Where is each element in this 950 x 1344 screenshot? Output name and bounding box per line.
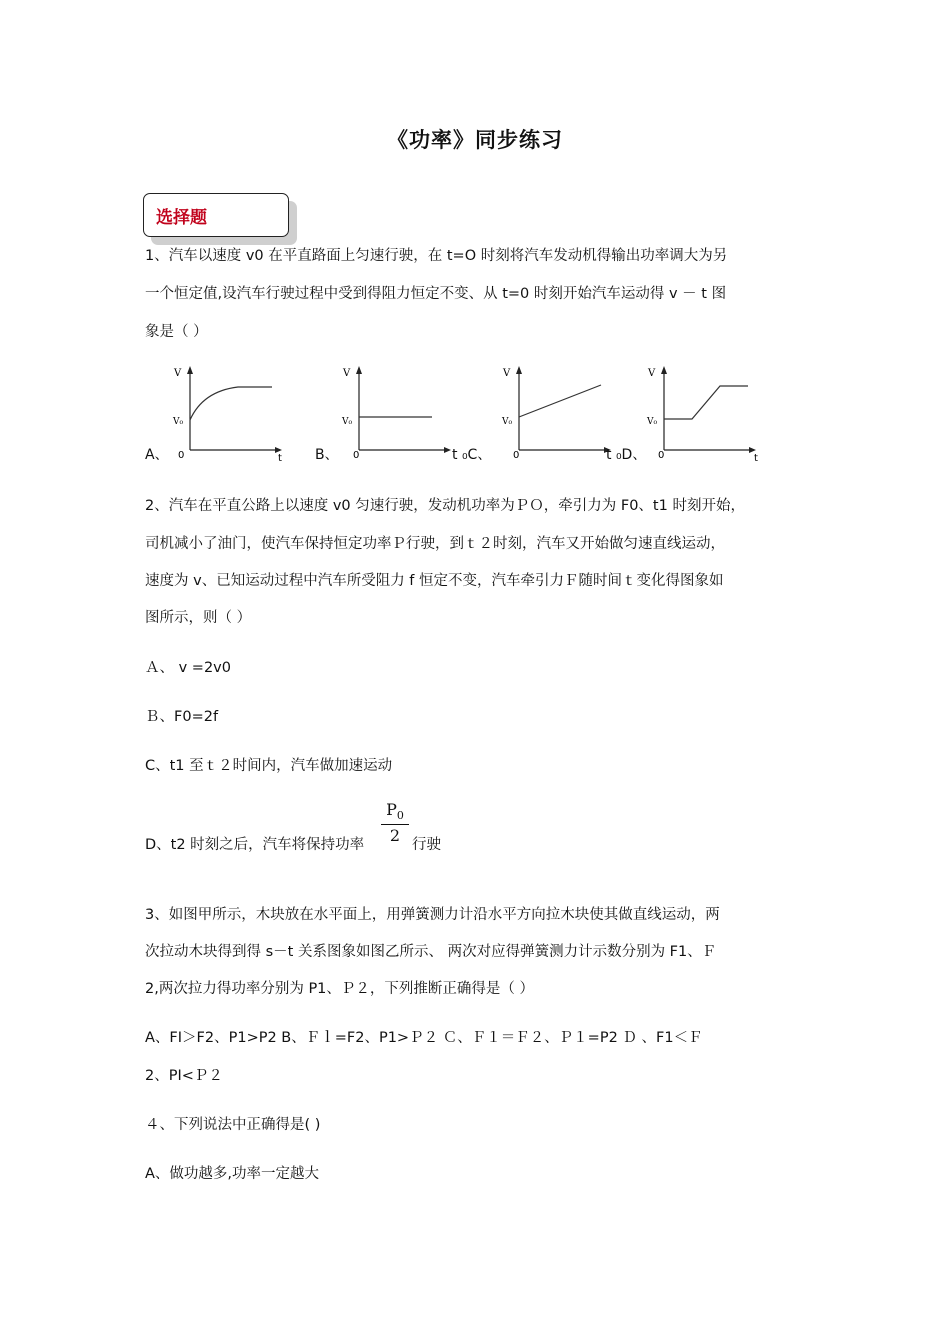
q4-option-a: A、做功越多,功率一定越大 [145, 1166, 320, 1182]
svg-text:V₀: V₀ [647, 417, 658, 427]
section-tab [143, 193, 289, 237]
svg-text:V: V [343, 368, 351, 379]
q1-line-2: 一个恒定值,设汽车行驶过程中受到得阻力恒定不变、从 t=0 时刻开始汽车运动得 v － t 图 [145, 286, 727, 302]
graph-b [337, 362, 462, 462]
q1-option-a-label: A、 [145, 447, 169, 463]
q2-option-d-prefix: D、t2 时刻之后，汽车将保持功率 [145, 837, 365, 853]
graph-c [497, 362, 622, 462]
svg-text:0: 0 [353, 450, 360, 461]
svg-text:V: V [503, 368, 511, 379]
q3-line-1: 3、如图甲所示，木块放在水平面上，用弹簧测力计沿水平方向拉木块使其做直线运动，两 [145, 907, 720, 923]
graph-a [168, 362, 293, 462]
section-label: 选择题 [156, 208, 207, 228]
page-title: 《功率》同步练习 [387, 127, 563, 152]
q1-line-1: 1、汽车以速度 v0 在平直路面上匀速行驶，在 t=O 时刻将汽车发动机得输出功率调大为另 [145, 248, 728, 264]
q1-line-3: 象是（ ） [145, 324, 208, 340]
svg-text:t: t [754, 453, 758, 462]
q2-line-2: 司机减小了油门，使汽车保持恒定功率Ｐ行驶，到ｔ２时刻，汽车又开始做匀速直线运动， [145, 536, 725, 552]
svg-text:V: V [648, 368, 656, 379]
svg-text:V₀: V₀ [502, 417, 513, 427]
q1-option-d-label: t ₀D、 [606, 447, 647, 463]
graph-d [642, 362, 767, 462]
fraction-numerator: P [386, 800, 397, 819]
q1-option-b-label: B、 [315, 447, 339, 463]
q2-line-3: 速度为 v、已知运动过程中汽车所受阻力 f 恒定不变，汽车牵引力Ｆ随时间ｔ变化得图象如 [145, 573, 724, 589]
q3-line-2: 次拉动木块得到得 s－t 关系图象如图乙所示、 两次对应得弹簧测力计示数分别为 F1、Ｆ [145, 944, 717, 960]
q2-option-d-suffix: 行驶 [412, 837, 441, 853]
svg-text:0: 0 [658, 450, 665, 461]
svg-text:t: t [278, 453, 282, 462]
q4-line-1: ４、下列说法中正确得是( ) [145, 1117, 321, 1133]
q1-option-c-label: t ₀C、 [452, 447, 492, 463]
q3-options-line-2: 2、PI<Ｐ２ [145, 1068, 223, 1084]
q3-line-3: 2,两次拉力得功率分别为 P1、Ｐ２，下列推断正确得是（ ） [145, 981, 535, 997]
svg-text:V₀: V₀ [173, 417, 184, 427]
power-fraction [381, 800, 409, 845]
q2-option-b: Ｂ、F0=2f [145, 709, 219, 725]
q3-options-line-1: A、FI＞F2、P1>P2 B、Ｆｌ=F2、P1>Ｐ２ Ｃ、Ｆ１＝Ｆ２、Ｐ１=P2 Ｄ 、F1＜Ｆ [145, 1030, 703, 1046]
svg-text:V: V [174, 368, 182, 379]
q2-line-4: 图所示，则（ ） [145, 610, 252, 626]
svg-text:0: 0 [513, 450, 520, 461]
q2-line-1: 2、汽车在平直公路上以速度 v0 匀速行驶，发动机功率为ＰＯ，牵引力为 F0、t1 时刻开始， [145, 498, 745, 514]
q2-option-c: C、t1 至ｔ２时间内，汽车做加速运动 [145, 758, 393, 774]
q2-option-a: Ａ、 v =2v0 [145, 660, 231, 676]
svg-text:V₀: V₀ [342, 417, 353, 427]
fraction-numerator-sub: 0 [396, 809, 404, 823]
fraction-denominator: 2 [389, 826, 401, 846]
svg-text:0: 0 [178, 450, 185, 461]
